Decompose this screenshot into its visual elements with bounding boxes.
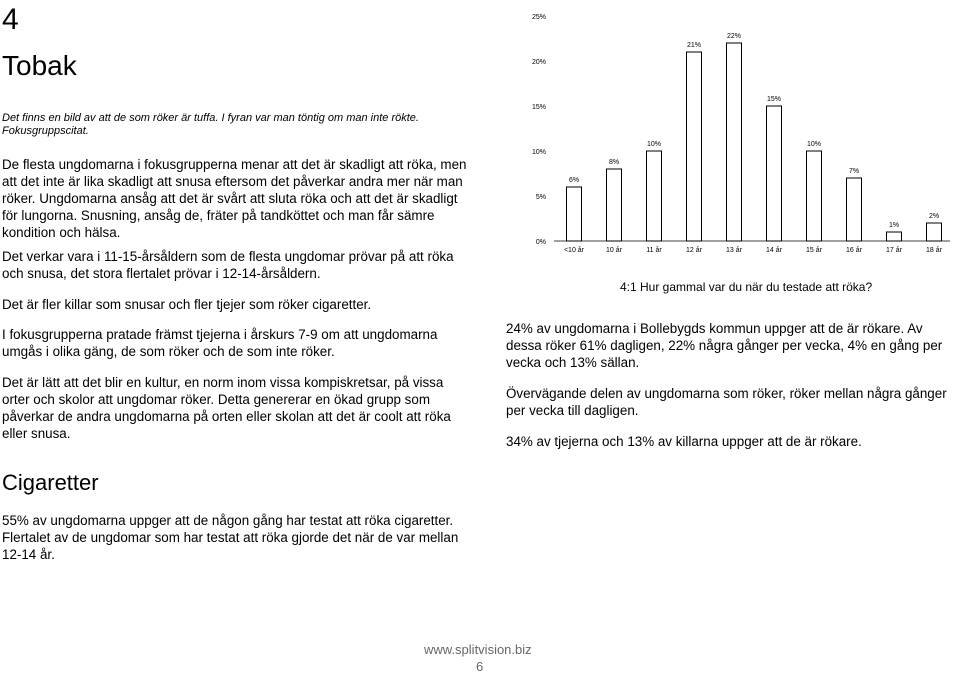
page-number: 6: [476, 659, 484, 674]
x-tick-label: 17 år: [886, 247, 902, 254]
y-tick-label: 5%: [535, 194, 546, 201]
bar-data-label: 21%: [686, 42, 702, 49]
paragraph-gender: Det är fler killar som snusar och fler tjejer som röker cigaretter.: [2, 297, 372, 312]
y-tick-label: 25%: [531, 14, 546, 21]
paragraph-age: Det verkar vara i 11-15-årsåldern som de flesta ungdomar prövar på att röka och snusa, det stora flertalet prövar i 12-14-årsåldern.: [2, 249, 454, 281]
bar-data-label: 7%: [848, 168, 860, 175]
paragraph-frequency: Övervägande delen av ungdomarna som röker, röker mellan några gånger per vecka till dagligen.: [506, 386, 947, 418]
bar-data-label: 1%: [888, 222, 900, 229]
bar: [687, 52, 702, 241]
section-title-cigaretter: Cigaretter: [2, 470, 99, 495]
bar: [807, 151, 822, 241]
footer-url: www.splitvision.biz: [424, 642, 532, 657]
paragraph-risks: De flesta ungdomarna i fokusgrupperna menar att det är skadligt att röka, men att det inte är lika skadligt att snusa eftersom det påverkar andra mer när man röker. Ungdomarna ansåg att det är svårt att sluta röka och att det är skadligt för lungorna. Snusning, ansåg de, fräter på tandköttet och man får sämre kondition och hälsa.: [2, 157, 467, 240]
paragraph-cigaretter: 55% av ungdomarna uppger att de någon gång har testat att röka cigaretter. Flertalet av de ungdomar som har testat att röka gjorde det när de var mellan 12-14 år.: [2, 513, 459, 562]
paragraph-culture: Det är lätt att det blir en kultur, en norm inom vissa kompiskretsar, på vissa orter och skolor att ungdomar röker. Detta genererar en ökad grupp som påverkar de andra ungdomarna på orten eller skolan att det är coolt att röka eller snusa.: [2, 375, 451, 441]
bar: [647, 151, 662, 241]
chapter-title: Tobak: [2, 50, 77, 81]
chapter-number: 4: [2, 3, 19, 36]
bar-data-label: 6%: [568, 177, 580, 184]
bar: [607, 169, 622, 241]
x-tick-label: 11 år: [646, 247, 662, 254]
age-first-smoke-chart: [512, 0, 952, 276]
bar: [887, 232, 902, 241]
paragraph-gender-smokers: 34% av tjejerna och 13% av killarna uppger att de är rökare.: [506, 434, 862, 449]
y-tick-label: 10%: [531, 149, 546, 156]
paragraph-groups: I fokusgrupperna pratade främst tjejerna i årskurs 7-9 om att ungdomarna umgås i olika gäng, de som röker och de som inte röker.: [2, 327, 438, 359]
bar-data-label: 22%: [726, 33, 742, 40]
x-tick-label: 18 år: [926, 247, 942, 254]
x-tick-label: <10 år: [563, 247, 585, 254]
bar: [727, 43, 742, 241]
y-tick-label: 15%: [531, 104, 546, 111]
bar: [847, 178, 862, 241]
x-tick-label: 13 år: [726, 247, 742, 254]
x-tick-label: 12 år: [686, 247, 702, 254]
bar: [567, 187, 582, 241]
y-tick-label: 20%: [531, 59, 546, 66]
bar-data-label: 10%: [646, 141, 662, 148]
quote-source: Fokusgruppscitat.: [2, 125, 89, 137]
y-tick-label: 0%: [535, 239, 546, 246]
paragraph-smokers: 24% av ungdomarna i Bollebygds kommun uppger att de är rökare. Av dessa röker 61% dagligen, 22% några gånger per vecka, 4% en gång per vecka och 13% sällan.: [506, 321, 943, 370]
bar-data-label: 8%: [608, 159, 620, 166]
bar-data-label: 15%: [766, 96, 782, 103]
x-tick-label: 10 år: [606, 247, 622, 254]
bar: [767, 106, 782, 241]
quote-text: Det finns en bild av att de som röker är tuffa. I fyran var man töntig om man inte rökte.: [2, 112, 419, 124]
quote-block: [2, 112, 472, 138]
bar: [927, 223, 942, 241]
bar-data-label: 2%: [928, 213, 940, 220]
bar-data-label: 10%: [806, 141, 822, 148]
chart-caption: 4:1 Hur gammal var du när du testade att röka?: [620, 280, 873, 294]
x-tick-label: 15 år: [806, 247, 822, 254]
x-tick-label: 16 år: [846, 247, 862, 254]
x-tick-label: 14 år: [766, 247, 782, 254]
